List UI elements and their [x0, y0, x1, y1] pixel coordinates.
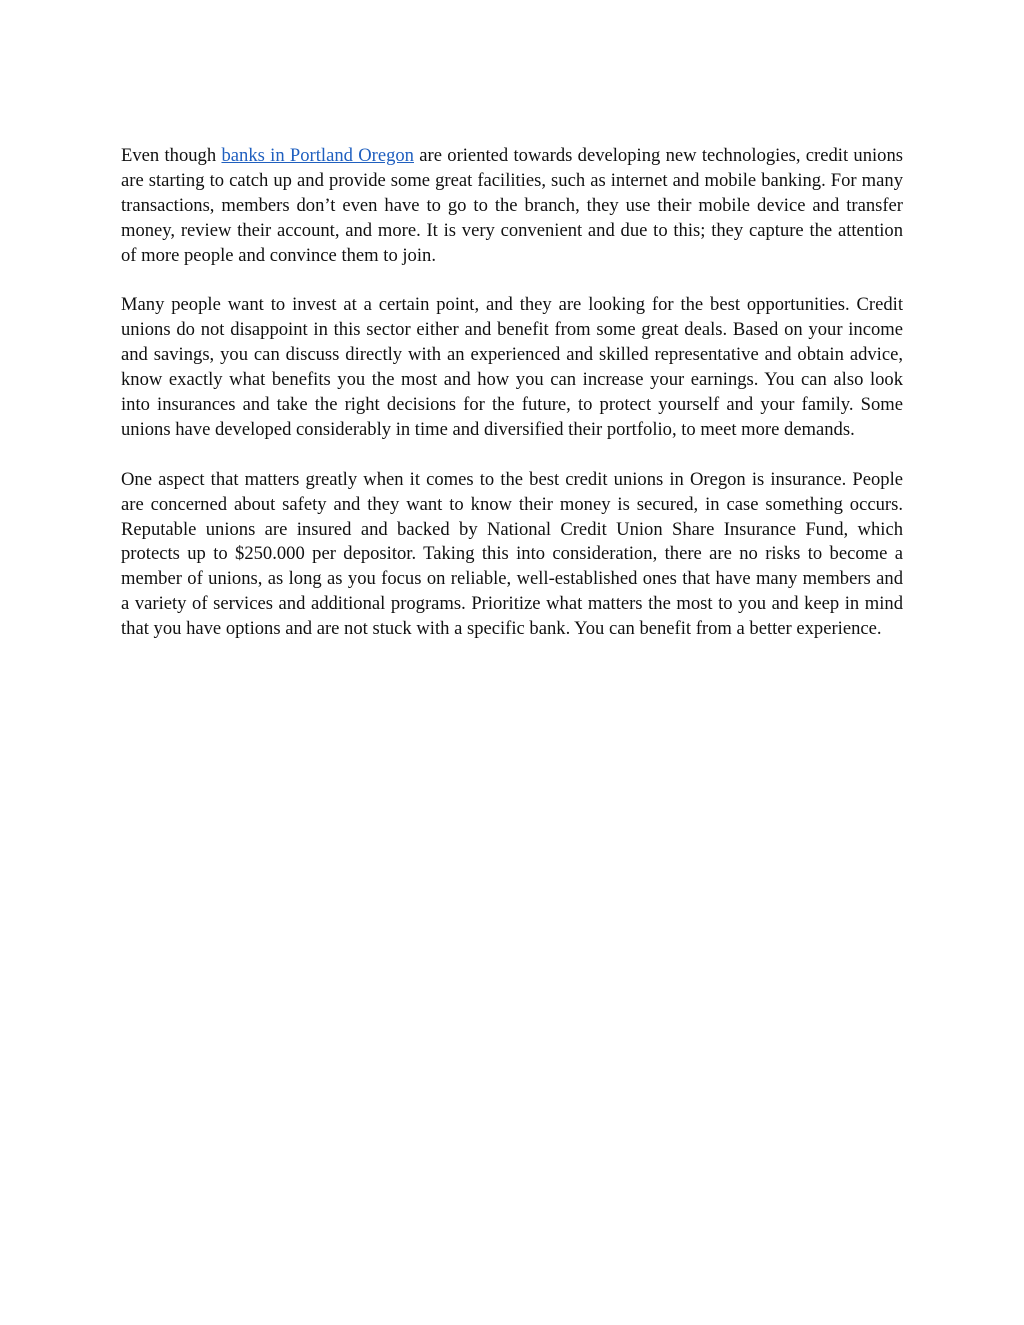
document-body [121, 144, 903, 667]
paragraph-1-intro: Even though [121, 145, 222, 166]
paragraph-2: Many people want to invest at a certain point, and they are looking for the best opportunities. Credit unions do not disappoint in this sector either and benefit from some great deals. Based on your income and savings, you can discuss directly with an experienced and skilled representative and obtain advice, know exactly what benefits you the most and how you can increase your earnings. You can also look into insurances and take the right decisions for the future, to protect yourself and your family. Some unions have developed considerably in time and diversified their portfolio, to meet more demands. [121, 294, 903, 440]
paragraph-1-rest: are oriented towards developing new technologies, credit unions are starting to catch up and provide some great facilities, such as internet and mobile banking. For many transactions, members don’t even have to go to the branch, they use their mobile device and transfer money, review their account, and more. It is very convenient and due to this; they capture the attention of more people and convince them to join. [121, 145, 904, 266]
banks-portland-oregon-link[interactable]: banks in Portland Oregon [221, 145, 414, 166]
paragraph-3: One aspect that matters greatly when it comes to the best credit unions in Oregon is insurance. People are concerned about safety and they want to know their money is secured, in case something occurs. Reputable unions are insured and backed by National Credit Union Share Insurance Fund, which protects up to $250.000 per depositor. Taking this into consideration, there are no risks to become a member of unions, as long as you focus on reliable, well-established ones that have many members and a variety of services and additional programs. Prioritize what matters the most to you and keep in mind that you have options and are not stuck with a specific bank. You can benefit from a better experience. [121, 468, 903, 640]
paragraph-1 [121, 144, 903, 269]
